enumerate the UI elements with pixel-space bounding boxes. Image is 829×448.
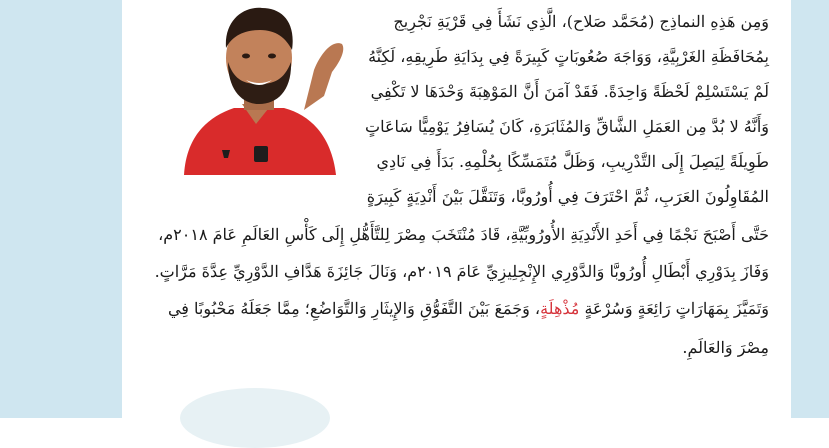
- decorative-shape: [180, 388, 330, 448]
- book-page: [122, 0, 791, 418]
- text-line: لَمْ يَسْتَسْلِمْ لَحْظَةً وَاحِدَةً. فَقَدْ آمَنَ أَنَّ المَوْهِبَةَ وَحْدَهَا لا تَكْفِي: [370, 82, 769, 101]
- text-segment: ، وَجَمَعَ بَيْنَ التَّفَوُّقِ وَالإِيثَارِ وَالتَّوَاضُعِ؛ مِمَّا جَعَلَهُ مَحْبُوبًا فِي: [167, 299, 541, 318]
- footballer-photo: [164, 0, 349, 175]
- left-margin-panel: [0, 0, 122, 418]
- text-line: المُقَاوِلُونَ العَرَبِ، ثُمَّ احْتَرَفَ فِي أُورُوبَّا، وَتَنَقَّلَ بَيْنَ أَنْدِيَةٍ كَبِيرَةٍ: [366, 187, 769, 206]
- text-line: بِمُحَافَظَةِ الغَرْبِيَّةِ، وَوَاجَهَ صُعُوبَاتٍ كَبِيرَةً فِي بِدَايَةِ طَرِيقِهِ، لَكِنَّهُ: [368, 47, 769, 66]
- text-segment: وَتَمَيَّزَ بِمَهَارَاتٍ رَائِعَةٍ وَسُرْعَةٍ: [579, 299, 769, 318]
- highlighted-word: مُذْهِلَةٍ: [540, 299, 580, 318]
- text-line: وَفَازَ بِدَوْرِي أَبْطَالِ أُورُوبَّا وَالدَّوْرِي الإِنْجِلِيزِيِّ عَامَ ٢٠١٩م، وَنَالَ جَائِزَةَ هَدَّافِ الدَّوْرِيِّ عِدَّةَ مَرَّاتٍ.: [154, 262, 769, 281]
- text-line: طَوِيلَةً لِيَصِلَ إِلَى التَّدْرِيبِ، وَظَلَّ مُتَمَسِّكًا بِحُلْمِهِ. بَدَأَ فِي نَادِي: [376, 152, 769, 171]
- text-line: وَمِن هَذِهِ النماذِج (مُحَمَّد صَلاح)، الَّذِي نَشَأَ فِي قَرْيَةِ نَجْرِيج: [393, 12, 769, 31]
- text-line: وَأَنَّهُ لا بُدَّ مِن العَمَلِ الشَّاقِّ وَالمُثَابَرَةِ، كَانَ يُسَافِرُ يَوْمِيًّا سَاعَاتٍ: [365, 117, 769, 136]
- text-line: حَتَّى أَصْبَحَ نَجْمًا فِي أَحَدِ الأَنْدِيَةِ الأُورُوبِّيَّةِ، قَادَ مُنْتَخَبَ مِصْرَ لِلتَّأَهُّلِ إِلَى كَأْسِ العَالَمِ عَامَ ٢٠١٨م،: [158, 225, 769, 244]
- text-line: مِصْرَ وَالعَالَمِ.: [682, 338, 769, 357]
- text-line-with-highlight: [168, 299, 769, 318]
- right-margin-panel: [791, 0, 829, 418]
